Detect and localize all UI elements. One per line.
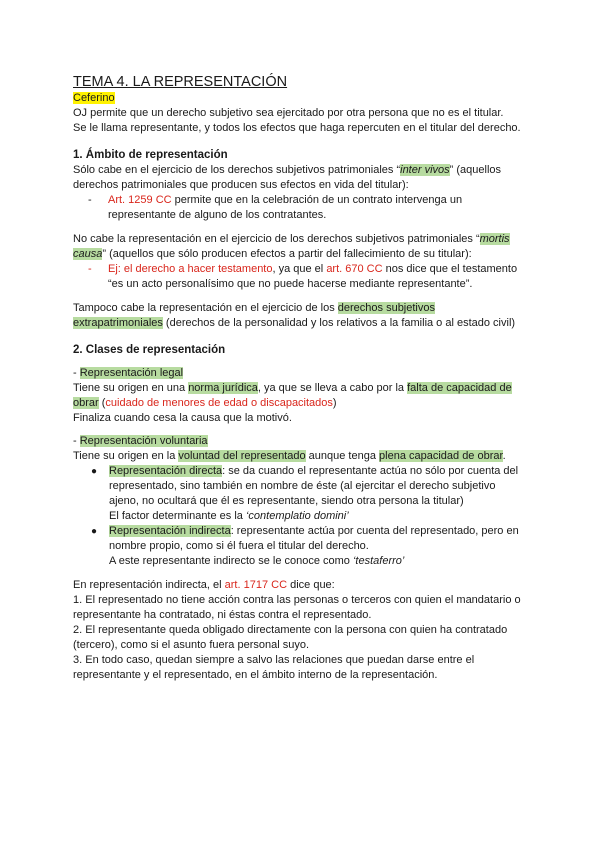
s1-p3-line-1: Tampoco cabe la representación en el ejercicio de los derechos subjetivos (73, 302, 435, 314)
indirecta-label: Representación indirecta (109, 525, 231, 537)
article-line-1: 1. El representado no tiene acción contra las personas o terceros con quien el mandatario o (73, 594, 521, 606)
s1-p1-line-2: derechos patrimoniales que producen sus efectos en vida del titular): (73, 179, 409, 191)
list-item-art-1259-cont: representante de alguno de los contratantes. (108, 209, 327, 221)
voluntaria-label: Representación voluntaria (79, 435, 208, 447)
intro-line-2: Se le llama representante, y todos los efectos que haga repercuten en el titular del derecho. (73, 122, 521, 134)
s1-p1-line-1: Sólo cabe en el ejercicio de los derechos subjetivos patrimoniales “inter vivos” (aquellos (73, 164, 502, 176)
bullet-indirecta: ● Representación indirecta: representante actúa por cuenta del representado, pero en (91, 525, 519, 537)
legal-label: Representación legal (79, 367, 184, 379)
extrapatrimoniales-term-a: derechos subjetivos (337, 302, 435, 314)
author-name: Ceferino (73, 92, 115, 104)
bullet-directa: ● Representación directa: se da cuando el representante actúa no sólo por cuenta del (91, 465, 519, 477)
article-line-3: 2. El representante queda obligado directamente con la persona con quien ha contratado (73, 624, 508, 636)
list-item-art-1259: - Art. 1259 CC permite que en la celebración de un contrato intervenga un (88, 194, 463, 206)
section-1-heading: 1. Ámbito de representación (73, 149, 228, 161)
legal-line-1: Tiene su origen en una norma jurídica, ya que se lleva a cabo por la falta de capacidad de (73, 382, 512, 394)
article-line-5: 3. En todo caso, quedan siempre a salvo las relaciones que puedan darse entre el (73, 654, 475, 666)
intro-line-1: OJ permite que un derecho subjetivo sea ejercitado por otra persona que no es el titular. (73, 107, 504, 119)
directa-label: Representación directa (109, 465, 223, 477)
art-1717-ref: art. 1717 CC (224, 579, 288, 591)
causa-term: causa (73, 248, 103, 260)
list-item-testamento-cont: “es un acto personalísimo que no puede hacerse mediante representante”. (108, 278, 473, 290)
directa-cont-1: representado, sino también en nombre de éste (al ejercitar el derecho subjetivo (109, 480, 496, 492)
article-line-4: (tercero), como si el asunto fuera personal suyo. (73, 639, 310, 651)
legal-line-3: Finaliza cuando cesa la causa que la motivó. (73, 412, 292, 424)
s1-p2-line-2: causa” (aquellos que sólo producen efectos a partir del fallecimiento de su titular): (73, 248, 472, 260)
mortis-term: mortis (479, 233, 510, 245)
inter-vivos-term: inter vivos (400, 164, 450, 176)
document-page (73, 73, 533, 683)
directa-factor: El factor determinante es la ‘contemplatio domini’ (109, 510, 349, 522)
s1-p2-line-1: No cabe la representación en el ejercicio de los derechos subjetivos patrimoniales “mortis (73, 233, 510, 245)
art-670-ref: art. 670 CC (326, 263, 383, 275)
author-line (73, 91, 533, 106)
extrapatrimoniales-term-b: extrapatrimoniales (73, 317, 163, 329)
testamento-example: Ej: el derecho a hacer testamento (108, 263, 273, 275)
legal-heading: - Representación legal (73, 367, 184, 379)
article-line-6: representante y el representado, en el ámbito interno de la representación. (73, 669, 438, 681)
section-2-heading: 2. Clases de representación (73, 344, 226, 356)
directa-cont-2: ajeno, no ocultará que él es representante, siendo otra persona la titular) (109, 495, 464, 507)
legal-examples: cuidado de menores de edad o discapacitados (105, 397, 333, 409)
voluntaria-line-1: Tiene su origen en la voluntad del representado aunque tenga plena capacidad de obrar. (73, 450, 506, 462)
document-title: TEMA 4. LA REPRESENTACIÓN (73, 74, 288, 90)
indirecta-alias: A este representante indirecto se le conoce como ‘testaferro’ (109, 555, 405, 567)
voluntaria-heading: - Representación voluntaria (73, 435, 208, 447)
list-item-testamento: - Ej: el derecho a hacer testamento, ya que el art. 670 CC nos dice que el testamento (88, 263, 518, 275)
legal-line-2: obrar (cuidado de menores de edad o discapacitados) (73, 397, 337, 409)
s1-p3-line-2: extrapatrimoniales (derechos de la personalidad y los relativos a la familia o al estado civil) (73, 317, 516, 329)
indirecta-intro: En representación indirecta, el art. 1717 CC dice que: (73, 579, 335, 591)
indirecta-cont: nombre propio, como si él fuera el titular del derecho. (109, 540, 369, 552)
article-line-2: representante ha contratado, ni éstas contra el representado. (73, 609, 372, 621)
art-1259-ref: Art. 1259 CC (108, 194, 172, 206)
